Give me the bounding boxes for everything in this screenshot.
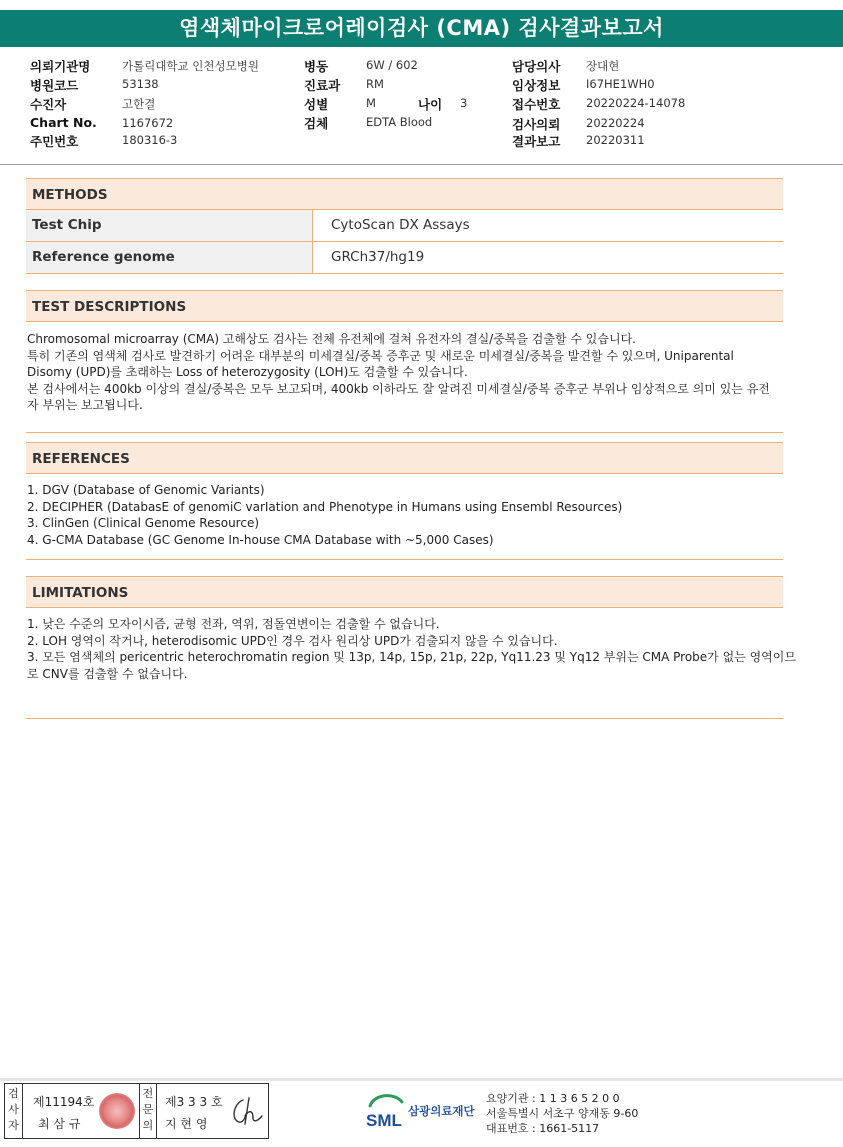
description-line: 자 부위는 보고됩니다. <box>27 398 143 412</box>
methods-row-value: GRCh37/hg19 <box>312 242 783 273</box>
methods-row-value: CytoScan DX Assays <box>312 210 783 241</box>
info-label: 성별 <box>304 97 329 112</box>
methods-row <box>26 242 783 274</box>
info-label: 병원코드 <box>30 78 79 93</box>
report-title: 염색체마이크로어레이검사 (CMA) 검사결과보고서 <box>0 10 843 47</box>
specialist-name: 지 현 영 <box>165 1117 208 1131</box>
info-value: 20220224 <box>586 116 645 130</box>
methods-row-label: Reference genome <box>26 242 312 273</box>
info-value: 6W / 602 <box>366 58 418 72</box>
references-section <box>26 442 783 560</box>
info-value: 180316-3 <box>122 133 178 147</box>
test-descriptions-body <box>26 322 783 424</box>
org-name: 삼광의료재단 <box>408 1104 475 1118</box>
description-line: 특히 기존의 염색체 검사로 발견하기 어려운 대부분의 미세결실/중복 증후군 및 새로운 미세결실/중복을 발견할 수 있으며, Uniparental <box>27 348 734 363</box>
info-label: 결과보고 <box>512 134 561 149</box>
info-value: I67HE1WH0 <box>586 77 655 91</box>
seal-stamp <box>99 1093 135 1129</box>
specialist-label <box>139 1084 157 1138</box>
specialist-license: 제3 3 3 호 <box>165 1095 223 1109</box>
description-line: Chromosomal microarray (CMA) 고해상도 검사는 전체 유전체에 걸쳐 유전자의 결실/중복을 검출할 수 있습니다. <box>27 332 636 346</box>
info-label: 주민번호 <box>30 134 79 149</box>
examiner-label <box>5 1084 23 1138</box>
limitation-item: 1. 낮은 수준의 모자이시즘, 균형 전좌, 역위, 점돌연변이는 검출할 수 없습니다. <box>27 617 440 631</box>
info-label: 의뢰기관명 <box>30 59 91 74</box>
signature-box <box>4 1083 269 1139</box>
org-info <box>486 1091 638 1136</box>
info-value: EDTA Blood <box>366 115 433 129</box>
info-label: 병동 <box>304 59 329 74</box>
methods-heading: METHODS <box>26 178 783 210</box>
references-heading: REFERENCES <box>26 442 783 474</box>
methods-row <box>26 210 783 242</box>
info-value: 가톨릭대학교 인천성모병원 <box>122 59 259 73</box>
patient-info <box>0 52 843 164</box>
info-value: 장대현 <box>586 59 620 73</box>
info-label: 검사의뢰 <box>512 117 561 132</box>
test-descriptions-heading: TEST DESCRIPTIONS <box>26 290 783 322</box>
info-value: 고한결 <box>122 97 156 111</box>
limitation-item: 로 CNV를 검출할 수 없습니다. <box>27 666 188 681</box>
info-label: 진료과 <box>304 78 341 93</box>
info-label: Chart No. <box>30 115 97 130</box>
info-value: 20220224-14078 <box>586 96 686 110</box>
description-line: Disomy (UPD)를 초래하는 Loss of heterozygosity (LOH)도 검출할 수 있습니다. <box>27 365 468 379</box>
age-label: 나이 <box>418 97 443 112</box>
footer-divider <box>0 1078 843 1081</box>
info-label: 접수번호 <box>512 97 561 112</box>
info-divider <box>0 164 843 165</box>
info-value: M <box>366 96 376 110</box>
limitations-heading: LIMITATIONS <box>26 576 783 608</box>
reference-item: 3. ClinGen (Clinical Genome Resource) <box>27 516 260 530</box>
org-info-line: 요양기관 : 1 1 3 6 5 2 0 0 <box>486 1092 620 1105</box>
test-descriptions-section <box>26 290 783 433</box>
methods-section <box>26 178 783 274</box>
info-label: 수진자 <box>30 97 67 112</box>
examiner-name: 최 삼 규 <box>38 1117 81 1131</box>
reference-item: 4. G-CMA Database (GC Genome In-house CMA Database with ~5,000 Cases) <box>27 532 494 547</box>
references-body <box>26 474 783 557</box>
signature-mark <box>229 1094 265 1128</box>
examiner-license: 제11194호 <box>33 1095 95 1109</box>
info-label: 임상정보 <box>512 78 561 93</box>
info-value: 20220311 <box>586 133 645 147</box>
info-value: 53138 <box>122 77 159 91</box>
logo-text: SML <box>366 1111 402 1130</box>
section-divider <box>26 559 783 560</box>
section-divider <box>26 432 783 433</box>
limitations-body <box>26 608 796 718</box>
limitation-item: 2. LOH 영역이 작거나, heterodisomic UPD인 경우 검사 원리상 UPD가 검출되지 않을 수 있습니다. <box>27 633 558 648</box>
info-label: 검체 <box>304 116 329 131</box>
reference-item: 1. DGV (Database of Genomic Variants) <box>27 483 265 497</box>
examiner-label-text: 검사자 <box>8 1087 19 1132</box>
org-info-line: 서울특별시 서초구 양재동 9-60 <box>486 1107 639 1120</box>
section-divider <box>26 718 783 719</box>
info-label: 담당의사 <box>512 59 561 74</box>
sml-logo-icon <box>364 1090 408 1132</box>
methods-row-label: Test Chip <box>26 210 312 241</box>
info-value: RM <box>366 77 384 91</box>
reference-item: 2. DECIPHER (DatabasE of genomiC varIation and Phenotype in Humans using Ensembl Resources) <box>27 499 623 514</box>
description-line: 본 검사에서는 400kb 이상의 결실/중복은 모두 보고되며, 400kb 이하라도 잘 알려진 미세결실/중복 증후군 부위나 임상적으로 의미 있는 유전 <box>27 381 770 396</box>
limitations-section <box>26 576 796 719</box>
age-value: 3 <box>460 96 468 110</box>
org-info-line: 대표번호 : 1661-5117 <box>486 1122 600 1135</box>
limitation-item: 3. 모든 염색체의 pericentric heterochromatin region 및 13p, 14p, 15p, 21p, 22p, Yq11.23 및 Yq12 부위는 CMA Probe가 없는 영역이므 <box>27 650 796 664</box>
specialist-label-text: 전문의 <box>142 1087 154 1132</box>
info-value: 1167672 <box>122 116 174 130</box>
